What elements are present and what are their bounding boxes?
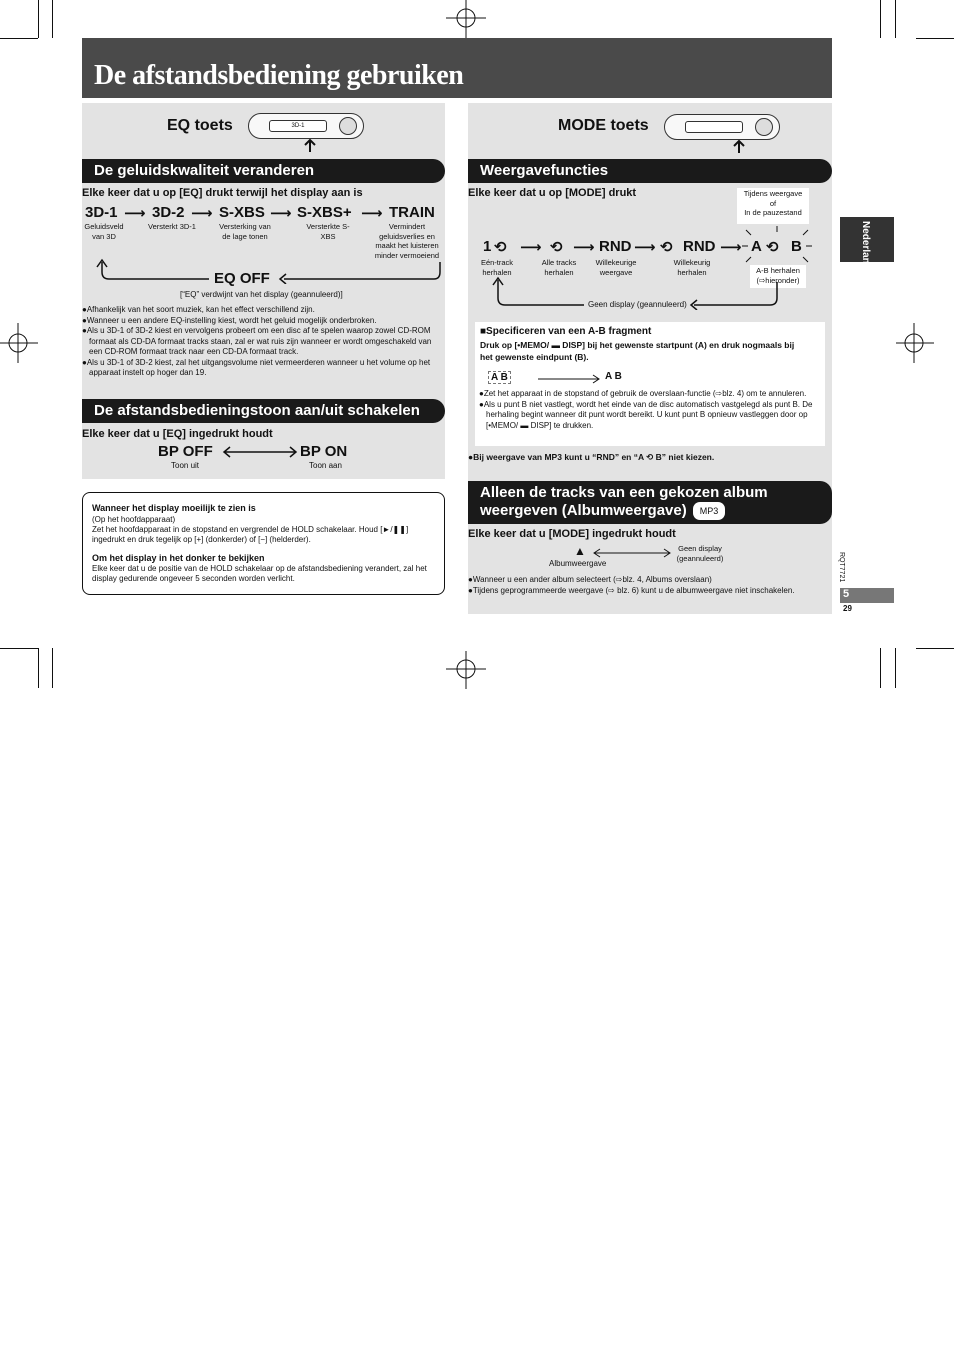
state-tag-line: In de pauzestand [744,208,802,217]
eq-button-label: EQ toets [167,117,233,134]
eq-caption-4: Versterkte S-XBS [306,222,350,241]
repeat-icon: ⟲ [766,239,779,256]
ab-to: A B [605,371,622,382]
ab-heading: ■Specificeren van een A-B fragment [480,326,652,337]
page-number: 5 [840,588,894,603]
mode-caption-5: A-B herhalen (⇨hieronder) [750,265,806,288]
eq-seq-5: TRAIN [389,204,435,221]
crop-mark [916,38,954,39]
crop-mark [0,648,38,649]
language-tab: Nederlands [840,217,894,262]
eq-caption-2: Versterkt 3D-1 [148,222,196,231]
crop-mark [52,0,53,38]
mode-seq-4: RND [683,238,716,255]
crop-mark [0,38,38,39]
bp-off-label: BP OFF [158,443,213,460]
section-heading-playback: Weergavefuncties [468,159,832,183]
arrow-icon [592,548,672,558]
crop-mark [880,0,881,38]
list-item: ●Als u 3D-1 of 3D-2 kiest en vervolgens probeert om een disc af te spelen waarop zowel CD-ROM formaat als CD-DA formaat tracks staan, zal er wat ruis zijn wanneer er wordt omgeschakeld van een CD-ROM formaat track naar een CD-DA formaat track. [82,326,432,356]
repeat-icon: ⟲ [660,239,673,256]
arrow-icon: ⟶ [361,205,383,222]
ab-instruction: Druk op [•MEMO/ ▬ DISP] bij het gewenste startpunt (A) en druk nogmaals bij het gewenste eindpunt (B). [480,340,795,362]
mp3-note: ●Bij weergave van MP3 kunt u “RND” en “A ⟲ B” niet kiezen. [468,452,715,462]
section-heading-beep: De afstandsbedieningstoon aan/uit schakelen [82,399,445,423]
list-item: ●Afhankelijk van het soort muziek, kan het effect verschillend zijn. [82,305,315,314]
state-tag-line: of [769,198,777,208]
doc-code: RQT7721 [838,552,845,583]
eq-caption-1: Geluidsveld van 3D [84,222,124,241]
album-instruction: Elke keer dat u [MODE] ingedrukt houdt [468,528,676,540]
arrow-icon: ⟶ [124,205,146,222]
remote-display [685,121,743,133]
remote-knob [755,118,773,136]
crop-mark [880,648,881,688]
arrow-icon: ⟶ [191,205,213,222]
mode-caption-2: Alle tracks herhalen [541,258,577,277]
mode-button-label: MODE toets [558,117,649,134]
album-cancel: Geen display (geannuleerd) [676,544,724,563]
crop-mark [895,0,896,38]
arrow-icon: ⟶ [573,239,595,256]
eq-caption-5: Vermindert geluidsverlies en maakt het luisteren minder vermoeiend [374,222,440,260]
arrow-icon: ⟶ [720,239,742,256]
mode-caption-4: Willekeurig herhalen [673,258,711,277]
registration-mark [896,323,936,363]
ab-notes [479,389,819,431]
sound-instruction: Elke keer dat u op [EQ] drukt terwijl het display aan is [82,187,363,199]
registration-mark [446,649,486,689]
list-item: ●Wanneer u een andere EQ-instelling kiest, wordt het geluid mogelijk onderbroken. [82,315,377,325]
section-heading-album: Alleen de tracks van een gekozen album weergeven (Albumweergave) MP3 [468,481,832,524]
list-item: ●Zet het apparaat in de stopstand of gebruik de overslaan-functie (⇨blz. 4) om te annuleren. [479,389,807,398]
repeat-icon: ⟲ [550,239,563,256]
state-tag [737,188,809,224]
eq-seq-1: 3D-1 [85,204,118,221]
playback-instruction: Elke keer dat u op [MODE] drukt [468,187,637,199]
arrow-icon: ⟶ [520,239,542,256]
page-sub-number: 29 [843,604,852,613]
mode-caption-3: Willekeurige weergave [595,258,637,277]
remote-illustration [248,113,364,139]
note-sub: (Op het hoofdapparaat) [92,515,176,524]
ab-box [475,322,825,446]
list-item: ●Als u 3D-1 of 3D-2 kiest, zal het uitgangsvolume niet vermeerderen wanneer u het volume op het apparaat instelt op hoger dan 19. [82,357,431,377]
double-arrow-icon [222,446,298,458]
album-notes [468,575,830,596]
registration-mark [446,0,486,40]
bp-on-label: BP ON [300,443,348,460]
arrow-icon [537,374,601,384]
mode-caption-1: Eén-track herhalen [480,258,514,277]
eq-seq-4: S-XBS+ [297,204,352,221]
eq-off-label: EQ OFF [214,270,270,287]
beep-instruction: Elke keer dat u [EQ] ingedrukt houdt [82,428,273,440]
press-arrow-icon [302,139,318,153]
note-title: Om het display in het donker te bekijken [92,553,265,563]
eq-off-note: [“EQ” verdwijnt van het display (geannuleerd)] [180,290,343,299]
crop-mark [38,648,39,688]
note-text: Zet het hoofdapparaat in de stopstand en vergrendel de HOLD schakelaar. Houd [►/❚❚] ingedrukt en druk tegelijk op [+] (donkerder) of [−] (helderder). [92,525,409,544]
registration-mark [0,323,40,363]
bp-on-caption: Toon aan [309,461,342,470]
bp-off-caption: Toon uit [171,461,200,470]
mp3-badge: MP3 [693,502,726,520]
page-title: De afstandsbediening gebruiken [94,60,464,91]
list-item: ●Als u punt B niet vastlegt, wordt het einde van de disc automatisch vastgelegd als punt B. De herhaling begint wanneer dit punt wordt bereikt. U kunt punt B opnieuw vastleggen door op [•MEMO/ ▬ DISP] te drukken. [479,399,813,430]
mode-seq-1: 1 [483,238,492,255]
album-caption: Albumweergave [549,559,607,568]
mode-seq-3: RND [599,238,632,255]
crop-mark [895,648,896,688]
remote-knob [339,117,357,135]
eq-seq-3: S-XBS [219,204,265,221]
mode-seq-b: B [791,238,802,255]
title-bar [82,38,832,98]
note-text: Elke keer dat u de positie van de HOLD schakelaar op de afstandsbediening verandert, zal het display gedurende ongeveer 5 seconden worden verlicht. [92,564,427,583]
triangle-icon: ▲ [574,544,586,558]
state-tag-line: Tijdens weergave [743,189,803,198]
mode-cancel-note: Geen display (geannuleerd) [588,300,687,309]
eq-seq-2: 3D-2 [152,204,185,221]
crop-mark [38,0,39,38]
eq-caption-3: Versterking van de lage tonen [219,222,271,241]
arrow-icon: ⟶ [634,239,656,256]
crop-mark [916,648,954,649]
display-notes-box [82,492,445,595]
list-item: ●Tijdens geprogrammeerde weergave (⇨ blz. 6) kunt u de albumweergave niet inschakelen. [468,585,795,595]
press-arrow-icon [731,140,747,154]
section-heading-sound: De geluidskwaliteit veranderen [82,159,445,183]
mode-seq-a: A [751,238,762,255]
crop-mark [52,648,53,688]
repeat-icon: ⟲ [494,239,507,256]
arrow-icon: ⟶ [270,205,292,222]
ab-from: A B [488,371,511,384]
note-title: Wanneer het display moeilijk te zien is [92,503,256,513]
remote-display: 3D-1 [269,120,327,132]
sound-notes [82,305,444,379]
list-item: ●Wanneer u een ander album selecteert (⇨blz. 4, Albums overslaan) [468,575,712,584]
remote-illustration [664,114,780,140]
